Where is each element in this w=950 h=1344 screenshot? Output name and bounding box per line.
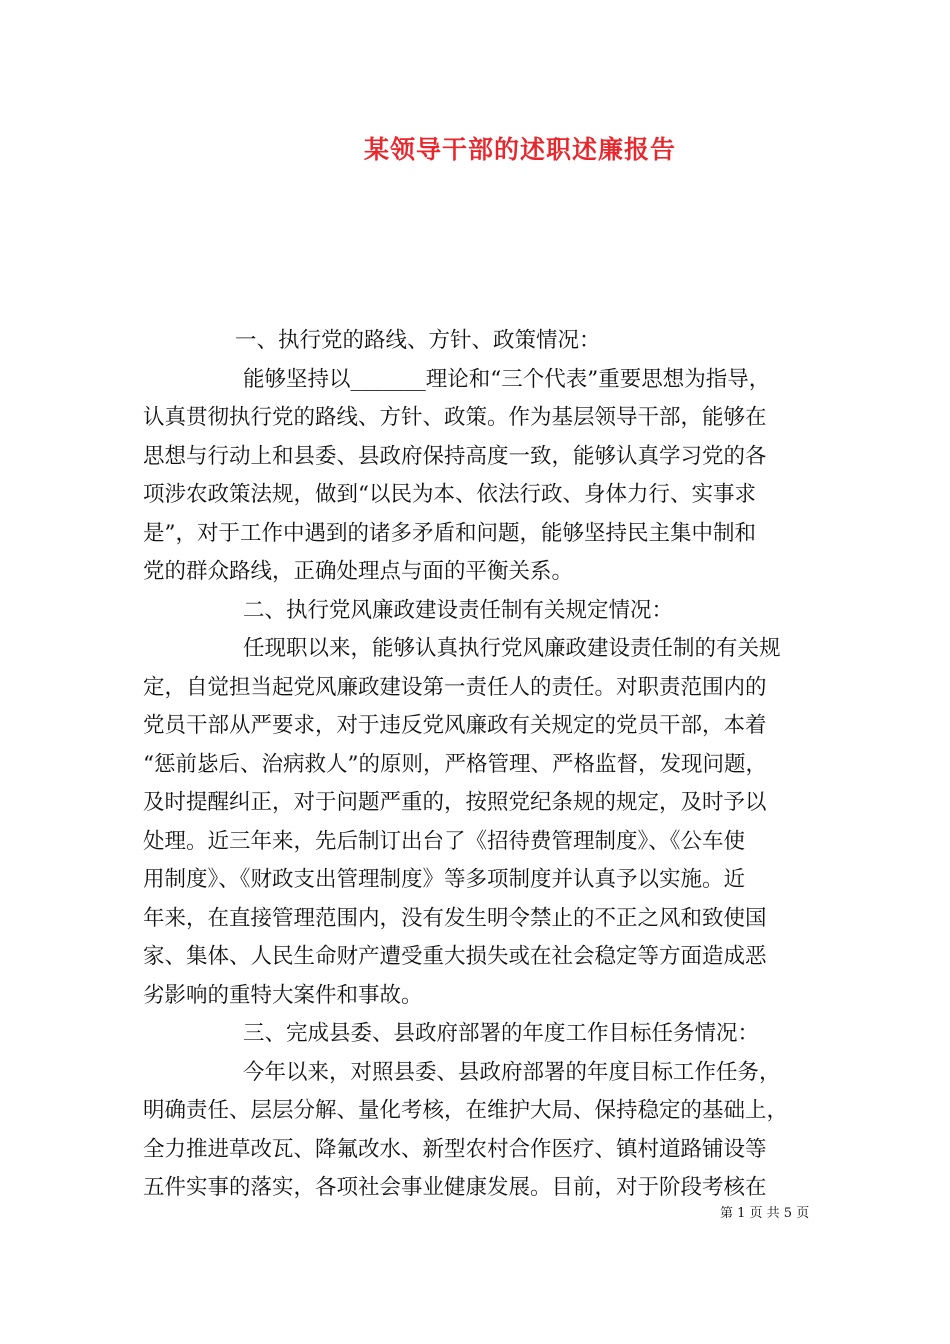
body-line: 思想与行动上和县委、县政府保持高度一致，能够认真学习党的各: [143, 443, 767, 469]
body-line: 二、执行党风廉政建设责任制有关规定情况：: [243, 597, 674, 623]
body-line: 一、执行党的路线、方针、政策情况：: [235, 328, 601, 353]
body-line: 处理。近三年来，先后制订出台了《招待费管理制度》、《公车使: [143, 828, 746, 854]
body-line: 任现职以来，能够认真执行党风廉政建设责任制的有关规: [243, 636, 781, 661]
body-line: 项涉农政策法规，做到“以民为本、依法行政、身体力行、实事求: [143, 482, 756, 507]
body-line: 党的群众路线，正确处理点与面的平衡关系。: [143, 559, 574, 584]
page-number: 第 1 页 共 5 页: [720, 1206, 810, 1221]
body-line: 劣影响的重特大案件和事故。: [143, 982, 423, 1008]
body-line: 全力推进草改瓦、降氟改水、新型农村合作医疗、镇村道路铺设等: [143, 1136, 767, 1162]
body-line: 认真贯彻执行党的路线、方针、政策。作为基层领导干部，能够在: [143, 405, 767, 430]
body-line: 家、集体、人民生命财产遭受重大损失或在社会稳定等方面造成恶: [143, 944, 767, 969]
body-line: 用制度》、《财政支出管理制度》等多项制度并认真予以实施。近: [143, 867, 746, 892]
body-line: 年来，在直接管理范围内，没有发生明令禁止的不正之风和致使国: [143, 905, 767, 931]
body-line: 是”，对于工作中遇到的诸多矛盾和问题，能够坚持民主集中制和: [143, 520, 756, 546]
body-line: 五件实事的落实，各项社会事业健康发展。目前，对于阶段考核在: [143, 1175, 767, 1200]
body-line: 今年以来，对照县委、县政府部署的年度目标工作任务，: [243, 1059, 781, 1085]
body-line: 党员干部从严要求，对于违反党风廉政有关规定的党员干部，本着: [143, 713, 767, 738]
body-line: 能够坚持以_______理论和“三个代表”重要思想为指导，: [243, 366, 771, 392]
document-title: 某领导干部的述职述廉报告: [363, 135, 676, 164]
body-line: 明确责任、层层分解、量化考核，在维护大局、保持稳定的基础上，: [143, 1098, 789, 1123]
body-line: 及时提醒纠正，对于问题严重的，按照党纪条规的规定，及时予以: [143, 790, 767, 815]
document-body: [143, 322, 813, 1208]
body-line: 三、完成县委、县政府部署的年度工作目标任务情况：: [243, 1021, 760, 1046]
body-line: “惩前毖后、治病救人”的原则，严格管理、严格监督，发现问题，: [143, 751, 767, 777]
body-line: 定，自觉担当起党风廉政建设第一责任人的责任。对职责范围内的: [143, 674, 767, 700]
